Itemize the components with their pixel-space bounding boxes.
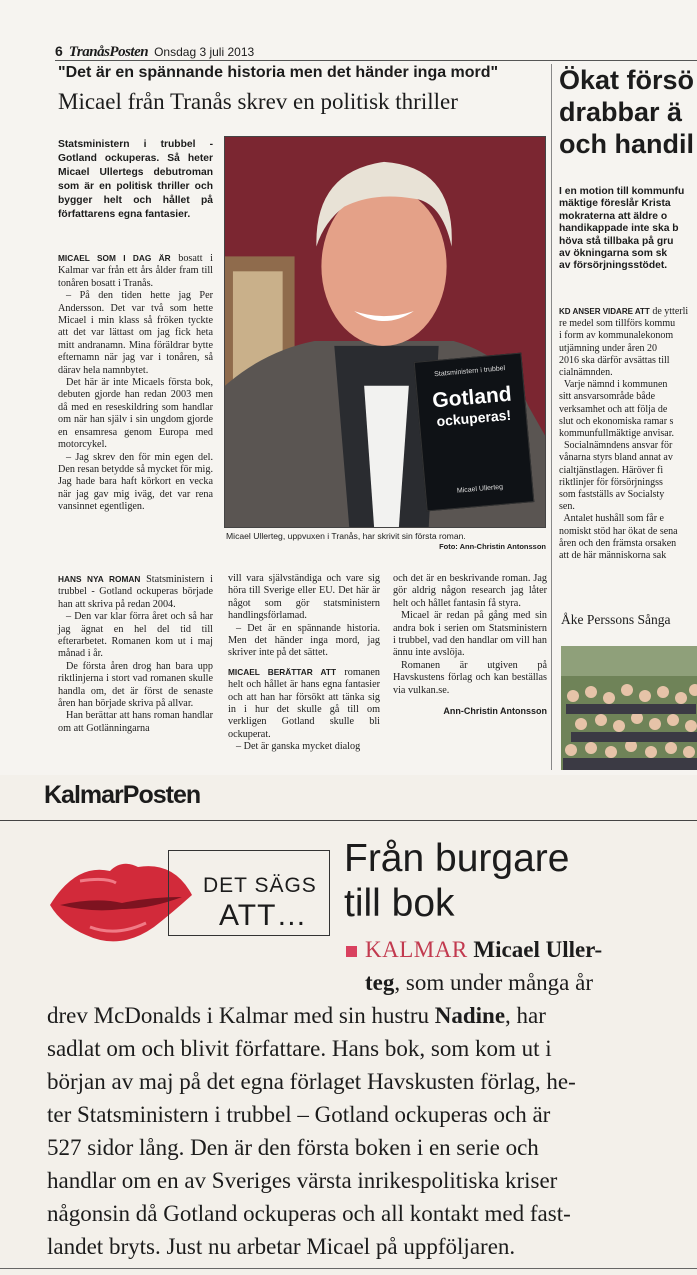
bottom-rule [0, 1268, 697, 1269]
article-lead: Statsministern i trubbel - Gotland ockuperas. Så heter Micael Ullertegs debutroman som är en politisk thriller och bygger helt och hållet på författarens egna fantasier. [58, 139, 213, 220]
tag-line-1: DET SÄGS [203, 874, 317, 897]
side-article-body: KD ANSER VIDARE ATT de ytterli re medel som tillförs kommu i form av kommunalekonom utjämning under åren 20 2016 ska därför avsättas till cialnämnden. Varje nämnd i kommunen sitt ansvarsområde både verksamhet och att följa de slut och ekonomiska ramar s kommunfullmäktige anvisar. Socialnämndens ansvar för vånarna styrs bland annat av cialtjänstlagen. Häröver fi riktlinjer för försörjningss som fastställs av Socialsty sen. Antalet hushåll som får e nomiskt stöd har ökat de sena åren och den främsta orsaken att de här människorna sak [559, 306, 689, 562]
paragraph: – Den var klar förra året och så har jag ägnat en hel del tid till efterarbetet. Romanen kom ut i maj månad i år. [58, 611, 213, 660]
det-sags-att-box [168, 850, 330, 936]
paragraph: De första åren drog han bara upp riktlinjerna i stort vad romanen skulle handla om, det är först de senaste åren han började skriva på allvar. [58, 660, 213, 710]
choir-photo [561, 646, 697, 770]
paragraph: – Jag skrev den för min egen del. Den resan betydde så mycket för mig. Jag hade bara haft körkort en vecka när jag gav mig iväg, det var rena vansinnet egentligen. [58, 451, 213, 513]
article-lead: KALMAR Micael Uller- teg, som under många år [365, 937, 603, 995]
paragraph: vill vara självständiga och vare sig höra till Sverige eller EU. Det här är något som gör statsministern handlingsförlamad. [228, 573, 380, 622]
logo-rule [0, 820, 697, 821]
paragraph: Han berättar att hans roman handlar om att Gotlänningarna [58, 710, 213, 734]
article-headline: Micael från Tranås skrev en politisk thriller [58, 89, 458, 114]
book-series: Statsministern i trubbel [433, 365, 506, 379]
paragraph: Micael är redan på gång med sin andra bok i serien om Statsministern i trubbel, vad den handlar om vill han ännu inte avslöja. [393, 610, 547, 659]
kalmar-posten-clipping [0, 775, 697, 1275]
article-body: drev McDonalds i Kalmar med sin hustru Nadine, har sadlat om och blivit författare. Hans bok, som kom ut i början av maj på det egna förlaget Havskusten förlag, he- ter Statsministern i trubbel – Gotland ockuperas och är 527 sidor lång. Den är den första boken i en serie och handlar om en av Sveriges värsta inrikespolitiska kriser någonsin då Gotland ockuperas och all kontakt med fast- landet bryts. Just nu arbetar Micael på uppföljaren. [47, 1003, 576, 1259]
square-bullet-icon [346, 946, 357, 957]
book-title-line-1: Gotland [431, 382, 513, 413]
article-column-3: vill vara självständiga och vare sig höra till Sverige eller EU. Det här är något som gör statsministern handlingsförlamad. – Det är en spännande historia. Men det händer inga mord, jag skriver inte på det sättet. MICAEL BERÄTTAR ATT romanen helt och hållet är hans egna fantasier och att han har försökt att tänka sig in i hur det skulle gå till om verkligen Gotland skulle bli ockuperat. – Det är ganska mycket dialog [228, 573, 380, 753]
column-divider [551, 64, 552, 770]
paragraph: – Det är en spännande historia. Men det händer inga mord, jag skriver inte på det sättet. [228, 622, 380, 659]
side-article-headline: Ökat försö drabbar ä och handil [559, 65, 695, 159]
article-kicker: "Det är en spännande historia men det händer inga mord" [58, 64, 499, 81]
article-column-4 [393, 573, 547, 717]
column-caps-intro: MICAEL BERÄTTAR ATT [228, 666, 337, 677]
person-name: Micael Uller- [473, 937, 603, 962]
masthead [55, 43, 695, 61]
spouse-name: Nadine [434, 1003, 506, 1028]
book-title-line-2: ockuperas! [435, 406, 512, 430]
photo-credit: Foto: Ann-Christin Antonsson [439, 542, 546, 551]
issue-date: Onsdag 3 juli 2013 [154, 45, 255, 59]
side-box-title: Åke Perssons Sånga [561, 612, 671, 627]
column-caps-intro: HANS NYA ROMAN [58, 574, 141, 584]
paragraph: – Det är ganska mycket dialog [236, 741, 361, 753]
newspaper-name: TranåsPosten [68, 44, 149, 60]
book-cover [414, 353, 535, 512]
paragraph: Romanen är utgiven på Havskustens förlag och kan beställas via vulkan.se. [393, 659, 547, 696]
paragraph: Det här är inte Micaels första bok, debuten gjorde han redan 2003 men då med en reseskildring som handlar om när han själv i sin ungdom gjorde en ensamresa genom Europa med motorcykel. [58, 377, 213, 451]
author-photo [224, 136, 546, 528]
paragraph: och det är en beskrivande roman. Jag gör aldrig någon research jag låter helt och hållet fantasin få styra. [393, 573, 547, 609]
tag-line-2: ATT… [219, 899, 308, 932]
page-number: 6 [55, 43, 63, 59]
article-column-1: MICAEL SOM I DAG ÄR bosatt i Kalmar var från ett års ålder fram till tonåren bosatt i Tranås. – På den tiden hette jag Per Andersson. Det var två som hette Micael i min klass så fröken tyckte att det var lättast om jag fick heta mitt andranamn. Mina föräldrar bytte efternamn när jag var i tonåren, så därav hela namnbytet. Det här är inte Micaels första bok, debuten gjorde han redan 2003 men då med en reseskildring som handlar om när han själv i sin ungdom gjorde en ensamresa genom Europa med motorcykel. – Jag skrev den för min egen del. Den resan betydde så mycket för mig. Jag hade bara haft körkort en vecka när jag gav mig iväg, det var rena vansinnet egentligen. [58, 253, 213, 513]
column-caps-intro: KD ANSER VIDARE ATT [559, 307, 650, 316]
paragraph: – På den tiden hette jag Per Andersson. Det var två som hette Micael i min klass så fröken tyckte att det var lättast om jag fick heta mitt andranamn. Mina föräldrar bytte efternamn när jag var i tonåren, så därav hela namnbytet. [58, 290, 213, 376]
byline: Ann-Christin Antonsson [443, 706, 547, 717]
photo-caption: Micael Ullerteg, uppvuxen i Tranås, har skrivit sin första roman. [226, 531, 466, 541]
kalmarposten-logo: KalmarPosten [44, 781, 201, 809]
side-article-lead: I en motion till kommunfu mäktige föreslår Krista mokraterna att äldre o handikappade inte ska b höva stå tillbaka på gru av ökningarna som sk av försörjningsstödet. [559, 186, 685, 272]
masthead-rule [55, 60, 697, 61]
column-caps-intro: MICAEL SOM I DAG ÄR [58, 253, 171, 263]
dateline-place: KALMAR [365, 937, 468, 962]
book-author: Micael Ullerteg [456, 483, 504, 495]
article-headline: Från burgare till bok [344, 837, 570, 925]
article-column-2: HANS NYA ROMAN Statsministern i trubbel - Gotland ockuperas började han att skriva på redan 2004. – Den var klar förra året och så har jag ägnat en hel del tid till efterarbetet. Romanen kom ut i maj månad i år. De första åren drog han bara upp riktlinjerna i stort vad romanen skulle handla om, det är först de senaste åren han började skriva på allvar. Han berättar att hans roman handlar om att Gotlänningarna [58, 574, 213, 734]
